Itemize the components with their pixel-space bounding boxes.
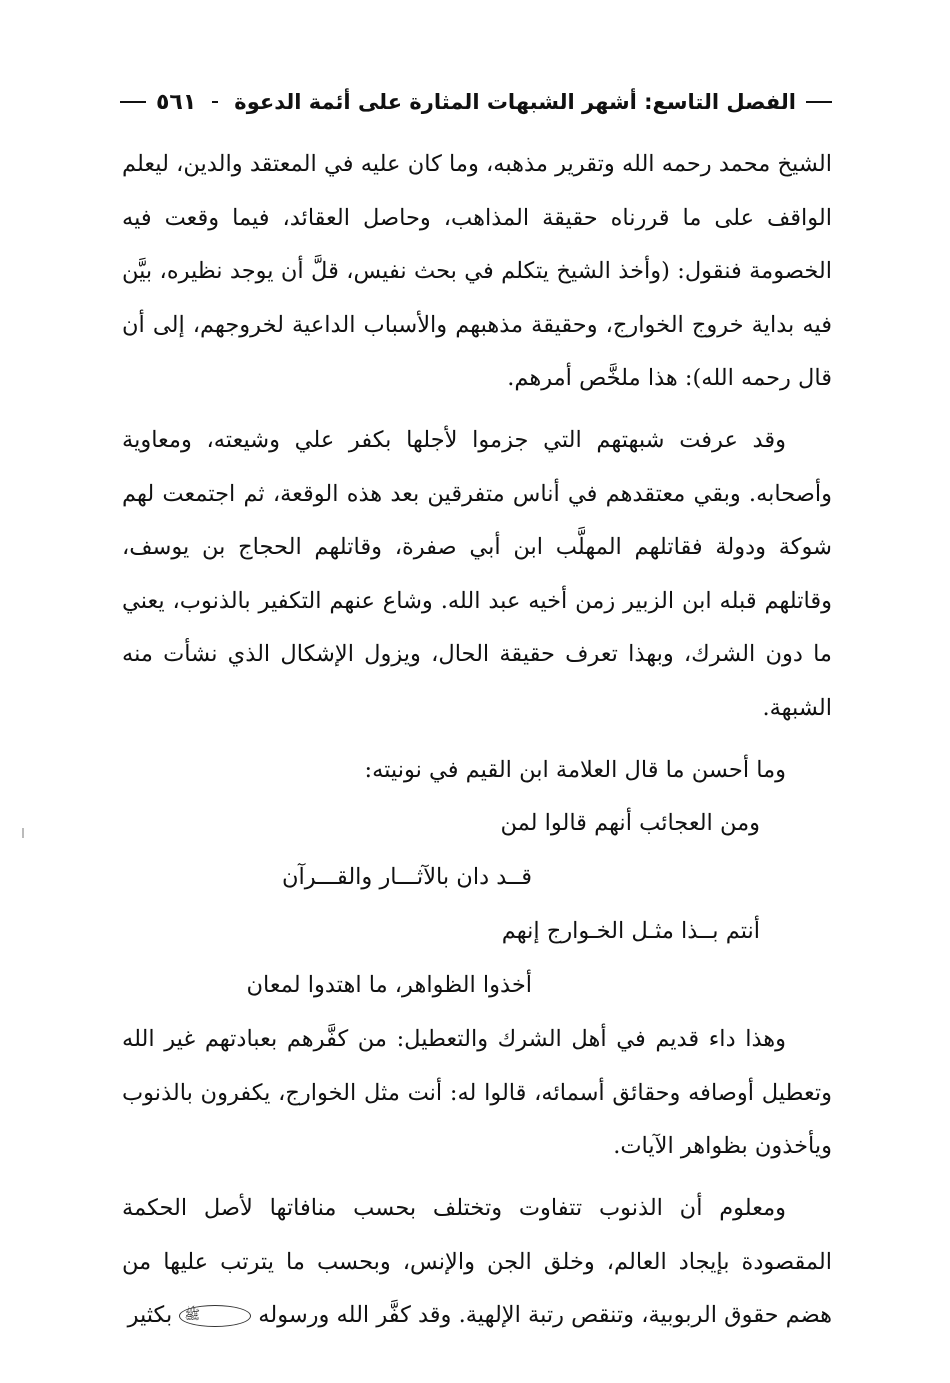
verse-line-4: أخذوا الظواهر، ما اهتدوا لمعان [246, 972, 532, 999]
verse-line-3: أنتم بــذا مثـل الخـوارج إنهم [501, 918, 760, 945]
chapter-title: الفصل التاسع: أشهر الشبهات المثارة على أئمة الدعوة [234, 90, 796, 114]
paragraph-gap [122, 406, 832, 414]
paragraph-4-tail: بكثير [127, 1302, 173, 1329]
paragraph-2: وقد عرفت شبهتهم التي جزموا لأجلها بكفر علي وشيعته، ومعاوية وأصحابه. وبقي معتقدهم في أناس متفرقين بعد هذه الوقعة، ثم اجتمعت لهم شوكة ودولة فقاتلهم المهلَّب ابن أبي صفرة، وقاتلهم الحجاج بن يوسف، وقاتلهم قبله ابن الزبير زمن أخيه عبد الله. وشاع عنهم التكفير بالذنوب، يعني ما دون الشرك، وبهذا تعرف حقيقة الحال، ويزول الإشكال الذي نشأت منه الشبهة. [122, 426, 832, 721]
paragraph-gap [122, 1174, 832, 1182]
paragraph-4 [122, 1182, 832, 1343]
salla-symbol: ﷺ [179, 1305, 251, 1327]
verse-line-1: ومن العجائب أنهم قالوا لمن [500, 810, 760, 837]
verse-line-2: قــد دان بالآثـــار والقـــرآن [281, 864, 532, 891]
poem-verse [122, 905, 832, 959]
header-dash [806, 101, 832, 103]
page-number: ٥٦١ [156, 89, 197, 115]
scan-mark [22, 828, 24, 838]
poem-intro: وما أحسن ما قال العلامة ابن القيم في نونيته: [364, 756, 786, 783]
header-dash [120, 101, 146, 103]
running-header [120, 82, 832, 122]
paragraph-gap [122, 736, 832, 744]
paragraph-3: وهذا داء قديم في أهل الشرك والتعطيل: من كفَّرهم بعبادتهم غير الله وتعطيل أوصافه وحقائق أسمائه، قالوا له: أنت مثل الخوارج، يكفرون بالذنوب ويأخذون بظواهر الآيات. [122, 1026, 832, 1160]
poem-verse [122, 959, 832, 1013]
paragraph-4-text: ومعلوم أن الذنوب تتفاوت وتختلف بحسب منافاتها لأصل الحكمة المقصودة بإيجاد العالم، وخلق الجن والإنس، وبحسب ما يترتب عليها من هضم حقوق الربوبية، وتنقص رتبة الإلهية. وقد كفَّر الله ورسوله [122, 1194, 832, 1329]
poem-verse [122, 851, 832, 905]
paragraph-1: الشيخ محمد رحمه الله وتقرير مذهبه، وما كان عليه في المعتقد والدين، ليعلم الواقف على ما قررناه حقيقة المذاهب، وحاصل العقائد، فيما وقعت فيه الخصومة فنقول: (وأخذ الشيخ يتكلم في بحث نفيس، قلَّ أن يوجد نظيره، بيَّن فيه بداية خروج الخوارج، وحقيقة مذهبهم والأسباب الداعية لخروجهم، إلى أن قال رحمه الله): هذا ملخَّص أمرهم. [122, 151, 832, 392]
header-rule [212, 101, 218, 103]
poem-verse [122, 797, 832, 851]
main-text [122, 138, 832, 1343]
